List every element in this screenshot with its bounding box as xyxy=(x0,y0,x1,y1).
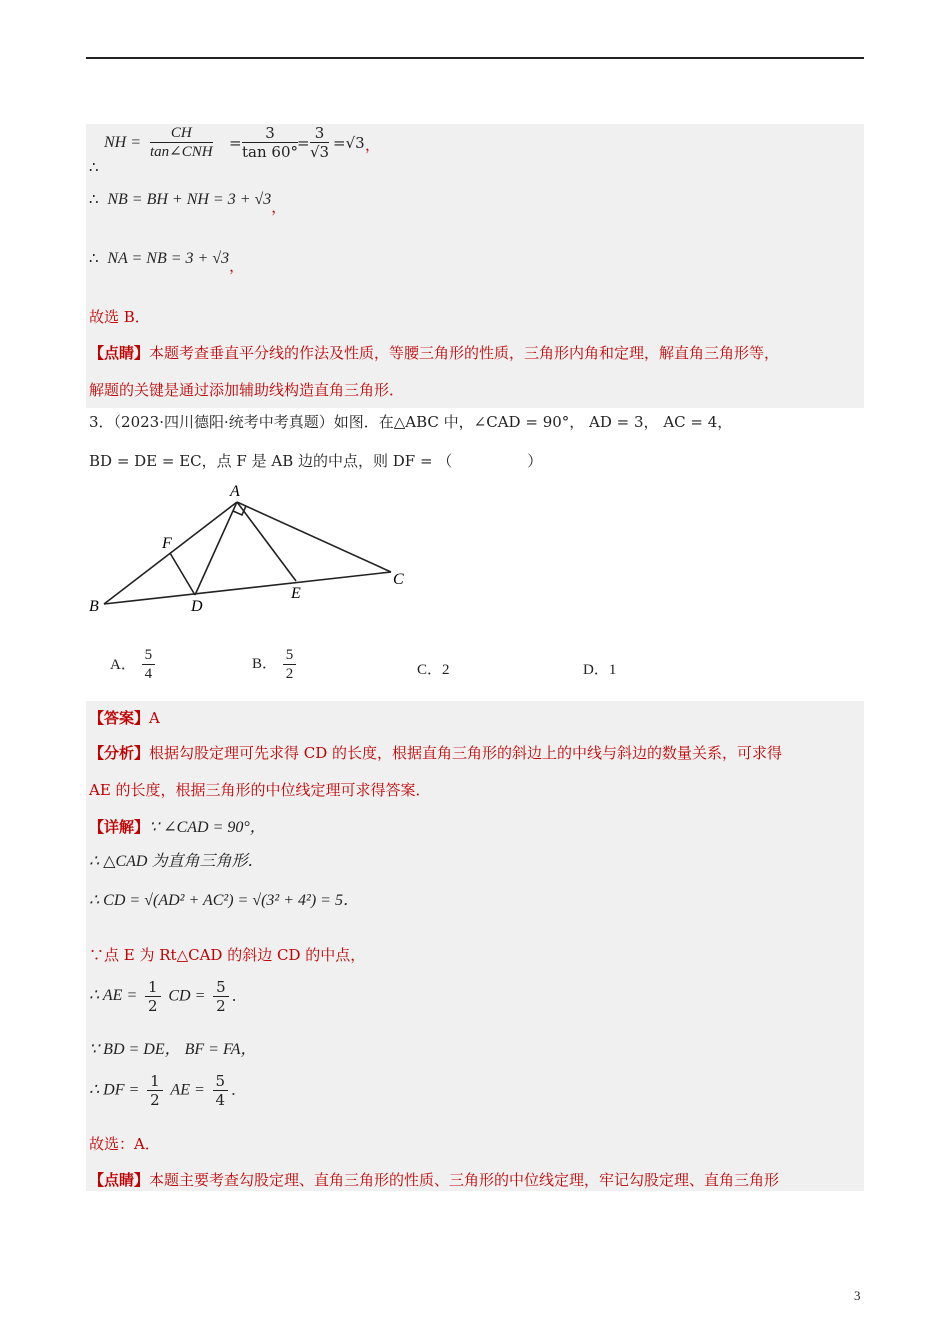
answer-line: 【答案】A xyxy=(89,709,160,727)
nh-lhs: NH = xyxy=(104,134,142,151)
label-b: B xyxy=(89,598,99,615)
detail-line-5: ∴ AE = $\frac{1}{2}$ CD = $\frac{5}{2}$ ． xyxy=(89,978,247,1015)
label-e: E xyxy=(291,585,301,602)
header-rule xyxy=(86,57,864,59)
page-number: 3 xyxy=(854,1288,861,1303)
comment-line: 【点睛】本题主要考查勾股定理、直角三角形的性质、三角形的中位线定理，牢记勾股定理、直角三角形 xyxy=(89,1171,780,1189)
comment-prev-2: 解题的关键是通过添加辅助线构造直角三角形． xyxy=(89,381,405,399)
nh-result: =√3 xyxy=(333,134,365,152)
solution-line-2: ∴ NB = BH + NH = 3 + √3， xyxy=(89,190,287,216)
analysis-line-2: AE 的长度，根据三角形的中位线定理可求得答案． xyxy=(89,781,431,799)
question-stem-2: BD = DE = EC，点 F 是 AB 边的中点，则 DF = （ ） xyxy=(89,452,543,470)
analysis-line-1: 【分析】根据勾股定理可先求得 CD 的长度，根据直角三角形的斜边上的中线与斜边的数量关系，可求得 xyxy=(89,744,783,762)
option-b[interactable]: B． $\frac{5}{2}$ xyxy=(252,646,299,683)
question-source: （2023·四川德阳·统考中考真题） xyxy=(113,413,334,431)
segment-ad xyxy=(195,502,237,595)
fraction-root3: $\frac{3}{√3}$ xyxy=(310,124,330,161)
label-d: D xyxy=(191,598,203,615)
option-a[interactable]: A． $\frac{5}{4}$ xyxy=(110,646,158,683)
segment-ae xyxy=(237,502,296,581)
segment-fd xyxy=(170,553,195,595)
label-a: A xyxy=(230,483,240,500)
question-stem-1: 3．（2023·四川德阳·统考中考真题）如图．在△ABC 中，∠CAD = 90°， AD = 3， AC = 4， xyxy=(89,413,733,431)
segment-bc xyxy=(104,572,391,604)
therefore-sign: ∴ xyxy=(89,158,99,176)
solution-line-3: ∴ NA = NB = 3 + √3， xyxy=(89,249,245,275)
fraction-ch: CH tan∠CNH xyxy=(150,125,213,160)
option-c[interactable]: C．2 xyxy=(417,662,450,678)
detail-line-7: ∴ DF = $\frac{1}{2}$ AE = $\frac{5}{4}$ ． xyxy=(89,1072,247,1109)
detail-line-2: ∴ △CAD 为直角三角形． xyxy=(89,853,264,870)
choice-a: 故选：A． xyxy=(89,1135,160,1153)
option-d[interactable]: D．1 xyxy=(583,662,617,678)
fraction-tan60: $\frac{3}{\tan 60^\circ}$ xyxy=(242,124,298,161)
triangle-figure xyxy=(80,478,420,618)
detail-line-6: ∵ BD = DE， BF = FA， xyxy=(89,1041,257,1058)
label-c: C xyxy=(393,571,404,588)
detail-line-1: 【详解】∵ ∠CAD = 90°， xyxy=(89,818,266,836)
choice-b: 故选 B． xyxy=(89,308,150,326)
label-f: F xyxy=(162,535,172,552)
segment-ac xyxy=(237,502,391,572)
detail-line-4: ∵点 E 为 Rt△CAD 的斜边 CD 的中点， xyxy=(89,946,366,964)
comment-prev-1: 【点睛】本题考查垂直平分线的作法及性质，等腰三角形的性质，三角形内角和定理，解直角三角形等， xyxy=(89,344,780,362)
detail-line-3: ∴ CD = √(AD² + AC²) = √(3² + 4²) = 5． xyxy=(89,892,359,909)
